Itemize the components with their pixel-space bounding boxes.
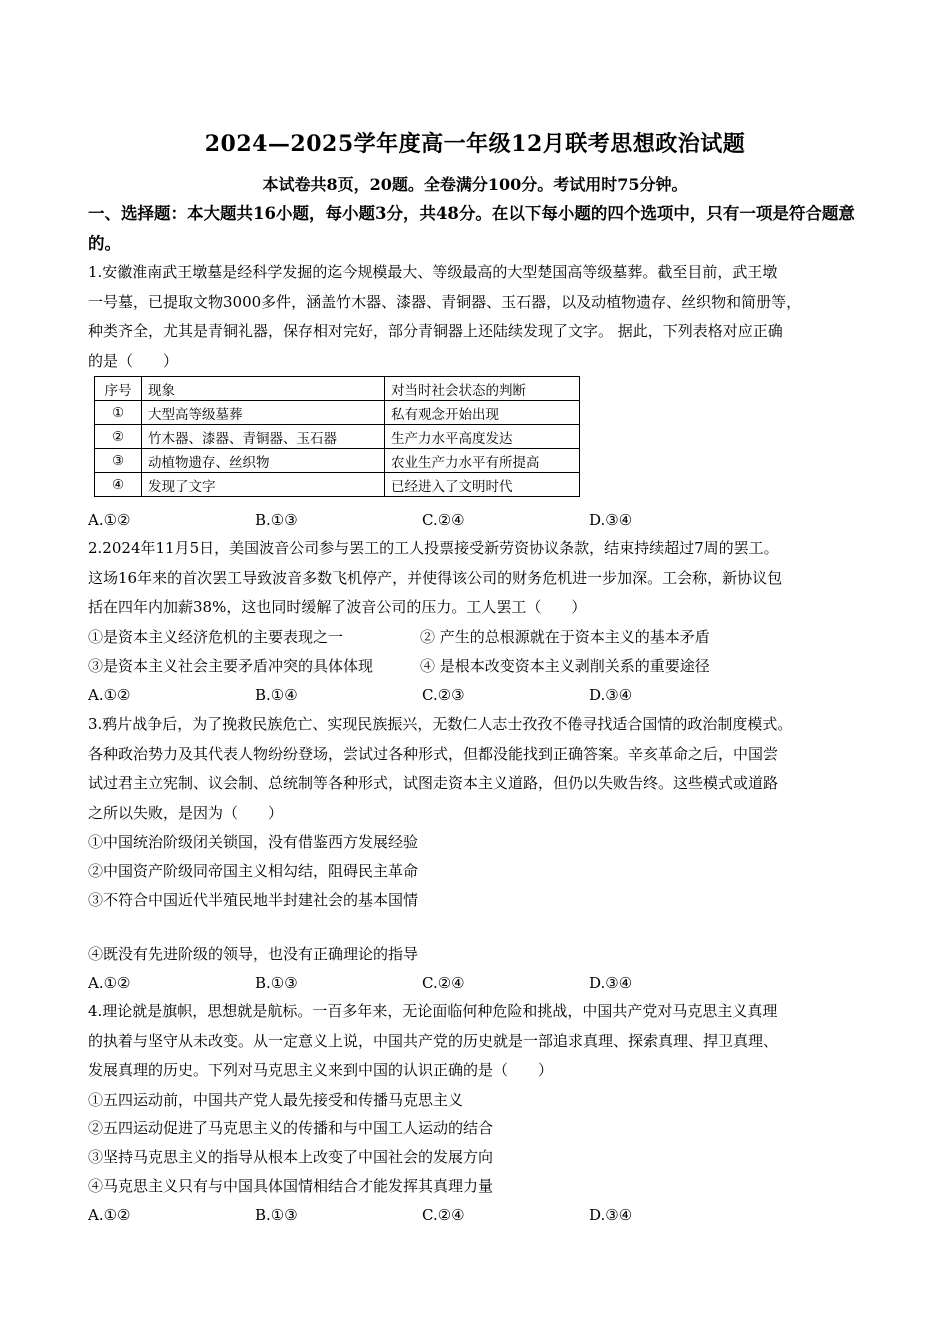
option-a: A.①② — [88, 511, 131, 529]
question-text-line: 各种政治势力及其代表人物纷纷登场，尝试过各种形式，但都没能找到正确答案。辛亥革命之后，中国尝 — [88, 745, 779, 763]
option-b: B.①③ — [255, 974, 298, 992]
statement-pair — [88, 656, 788, 676]
table-cell: ① — [95, 401, 142, 425]
statement: ④ 是根本改变资本主义剥削关系的重要途径 — [420, 657, 710, 675]
table-cell: 发现了文字 — [142, 473, 385, 497]
statement: ③是资本主义社会主要矛盾冲突的具体体现 — [88, 657, 374, 675]
table-cell: ④ — [95, 473, 142, 497]
statement-pair — [88, 627, 788, 647]
answer-options — [88, 685, 788, 705]
statement: ②五四运动促进了马克思主义的传播和与中国工人运动的结合 — [88, 1119, 494, 1137]
option-a: A.①② — [88, 1206, 131, 1224]
table-row — [95, 473, 580, 497]
option-b: B.①③ — [255, 511, 298, 529]
question-text-line: 这场16年来的首次罢工导致波音多数飞机停产，并使得该公司的财务危机进一步加深。工会称，新协议包 — [88, 569, 783, 587]
question-text-line: 4.理论就是旗帜，思想就是航标。一百多年来，无论面临何种危险和挑战，中国共产党对马克思主义真理 — [88, 1002, 778, 1020]
question-text-line: 的是（ ） — [88, 352, 179, 370]
table-cell: 私有观念开始出现 — [385, 401, 580, 425]
statement: ④既没有先进阶级的领导，也没有正确理论的指导 — [88, 945, 419, 963]
table-header-row — [95, 377, 580, 401]
option-a: A.①② — [88, 974, 131, 992]
option-c: C.②④ — [422, 1206, 465, 1224]
table-cell: ③ — [95, 449, 142, 473]
q1-table — [94, 376, 580, 497]
option-d: D.③④ — [589, 511, 633, 529]
option-b: B.①③ — [255, 1206, 298, 1224]
exam-title: 2024—2025学年度高一年级12月联考思想政治试题 — [204, 131, 746, 157]
question-text-line: 发展真理的历史。下列对马克思主义来到中国的认识正确的是（ ） — [88, 1061, 554, 1079]
table-cell: 动植物遗存、丝织物 — [142, 449, 385, 473]
question-text-line: 2.2024年11月5日，美国波音公司参与罢工的工人投票接受新劳资协议条款，结束持续超过7周的罢工。 — [88, 539, 779, 557]
question-text-line: 之所以失败，是因为（ ） — [88, 804, 284, 822]
statement: ①中国统治阶级闭关锁国，没有借鉴西方发展经验 — [88, 833, 419, 851]
table-header-cell: 序号 — [95, 377, 142, 401]
question-text-line: 的执着与坚守从未改变。从一定意义上说，中国共产党的历史就是一部追求真理、探索真理、捍卫真理、 — [88, 1032, 779, 1050]
option-d: D.③④ — [589, 686, 633, 704]
table-cell: 已经进入了文明时代 — [385, 473, 580, 497]
answer-options — [88, 510, 788, 530]
statement: ② 产生的总根源就在于资本主义的基本矛盾 — [420, 628, 710, 646]
option-b: B.①④ — [255, 686, 298, 704]
option-c: C.②③ — [422, 686, 465, 704]
table-header-cell: 现象 — [142, 377, 385, 401]
option-d: D.③④ — [589, 1206, 633, 1224]
statement: ③不符合中国近代半殖民地半封建社会的基本国情 — [88, 891, 419, 909]
question-text-line: 3.鸦片战争后，为了挽救民族危亡、实现民族振兴，无数仁人志士孜孜不倦寻找适合国情的政治制度模式。 — [88, 715, 793, 733]
statement: ③坚持马克思主义的指导从根本上改变了中国社会的发展方向 — [88, 1148, 494, 1166]
answer-options — [88, 973, 788, 993]
exam-subtitle: 本试卷共8页，20题。全卷满分100分。考试用时75分钟。 — [262, 175, 688, 194]
question-text-line: 1.安徽淮南武王墩墓是经科学发掘的迄今规模最大、等级最高的大型楚国高等级墓葬。截至目前，武王墩 — [88, 263, 778, 281]
option-c: C.②④ — [422, 974, 465, 992]
table-row — [95, 401, 580, 425]
question-text-line: 括在四年内加薪38%，这也同时缓解了波音公司的压力。工人罢工（ ） — [88, 598, 587, 616]
table-cell: 竹木器、漆器、青铜器、玉石器 — [142, 425, 385, 449]
section-heading: 一、选择题：本大题共16小题，每小题3分，共48分。在以下每小题的四个选项中，只有一项是符合题意的。 — [88, 204, 855, 253]
question-text-line: 种类齐全，尤其是青铜礼器，保存相对完好，部分青铜器上还陆续发现了文字。 据此，下列表格对应正确 — [88, 322, 783, 340]
table-row — [95, 449, 580, 473]
table-cell: 大型高等级墓葬 — [142, 401, 385, 425]
statement: ②中国资产阶级同帝国主义相勾结，阻碍民主革命 — [88, 862, 419, 880]
question-text-line: 试过君主立宪制、议会制、总统制等各种形式，试图走资本主义道路，但仍以失败告终。这些模式或道路 — [88, 774, 779, 792]
statement: ①五四运动前，中国共产党人最先接受和传播马克思主义 — [88, 1091, 464, 1109]
table-cell: ② — [95, 425, 142, 449]
table-cell: 生产力水平高度发达 — [385, 425, 580, 449]
option-c: C.②④ — [422, 511, 465, 529]
table-row — [95, 425, 580, 449]
table-cell: 农业生产力水平有所提高 — [385, 449, 580, 473]
table-header-cell: 对当时社会状态的判断 — [385, 377, 580, 401]
answer-options — [88, 1205, 788, 1225]
statement: ④马克思主义只有与中国具体国情相结合才能发挥其真理力量 — [88, 1177, 494, 1195]
statement: ①是资本主义经济危机的主要表现之一 — [88, 628, 344, 646]
question-text-line: 一号墓，已提取文物3000多件，涵盖竹木器、漆器、青铜器、玉石器，以及动植物遗存、丝织物和简册等， — [88, 293, 802, 311]
option-d: D.③④ — [589, 974, 633, 992]
option-a: A.①② — [88, 686, 131, 704]
